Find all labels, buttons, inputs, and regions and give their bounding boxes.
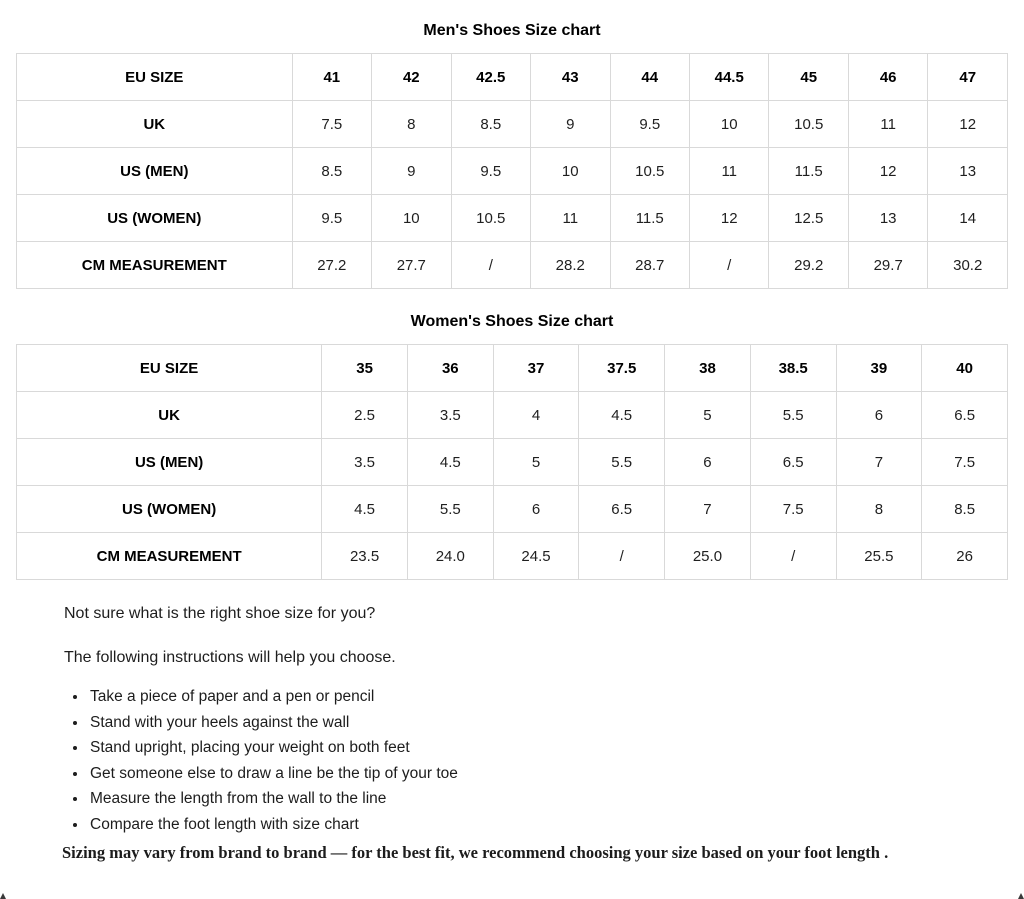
size-header-cell: 41 — [292, 54, 371, 101]
row-label: EU SIZE — [17, 54, 293, 101]
size-cell: 10 — [531, 148, 610, 195]
size-cell: 9 — [531, 101, 610, 148]
size-cell: 11 — [689, 148, 768, 195]
size-cell: 10 — [372, 195, 451, 242]
size-header-cell: 47 — [928, 54, 1008, 101]
size-header-cell: 36 — [407, 345, 493, 392]
size-cell: 6 — [836, 392, 922, 439]
table-row — [17, 533, 1008, 580]
size-header-cell: 45 — [769, 54, 848, 101]
size-cell: / — [689, 242, 768, 289]
list-item: • Stand with your heels against the wall — [88, 710, 992, 736]
size-cell: / — [579, 533, 665, 580]
size-header-cell: 46 — [848, 54, 927, 101]
size-cell: 6 — [665, 439, 751, 486]
table-row — [17, 439, 1008, 486]
size-cell: 12 — [689, 195, 768, 242]
size-cell: 2.5 — [322, 392, 408, 439]
table-row — [17, 345, 1008, 392]
sizing-disclaimer: Sizing may vary from brand to brand — for the best fit, we recommend choosing your size based on your foot length . — [62, 842, 889, 862]
size-cell: 13 — [928, 148, 1008, 195]
size-cell: 29.2 — [769, 242, 848, 289]
size-cell: 28.2 — [531, 242, 610, 289]
size-header-cell: 37.5 — [579, 345, 665, 392]
size-cell: 10 — [689, 101, 768, 148]
size-header-cell: 39 — [836, 345, 922, 392]
size-cell: 10.5 — [451, 195, 530, 242]
size-cell: 5.5 — [579, 439, 665, 486]
size-cell: 28.7 — [610, 242, 689, 289]
table-row — [17, 195, 1008, 242]
size-cell: 11.5 — [769, 148, 848, 195]
size-cell: 8.5 — [451, 101, 530, 148]
list-item: • Take a piece of paper and a pen or pencil — [88, 684, 992, 710]
size-cell: 11 — [531, 195, 610, 242]
size-cell: / — [451, 242, 530, 289]
size-header-cell: 44 — [610, 54, 689, 101]
mens-size-table — [16, 53, 1008, 289]
size-cell: 12.5 — [769, 195, 848, 242]
sizing-intro: The following instructions will help you choose. — [64, 649, 396, 666]
size-header-cell: 35 — [322, 345, 408, 392]
size-cell: 7.5 — [750, 486, 836, 533]
size-header-cell: 38 — [665, 345, 751, 392]
row-label: US (MEN) — [17, 439, 322, 486]
row-label: US (WOMEN) — [17, 195, 293, 242]
size-cell: 6.5 — [922, 392, 1008, 439]
size-header-cell: 37 — [493, 345, 579, 392]
womens-table-title: Women's Shoes Size chart — [410, 313, 614, 330]
size-cell: 25.5 — [836, 533, 922, 580]
size-header-cell: 42.5 — [451, 54, 530, 101]
list-item: • Get someone else to draw a line be the tip of your toe — [88, 761, 992, 787]
size-cell: 9.5 — [292, 195, 371, 242]
size-cell: 23.5 — [322, 533, 408, 580]
size-header-cell: 38.5 — [750, 345, 836, 392]
size-cell: / — [750, 533, 836, 580]
size-cell: 26 — [922, 533, 1008, 580]
size-cell: 5.5 — [407, 486, 493, 533]
size-cell: 8.5 — [292, 148, 371, 195]
size-cell: 8 — [836, 486, 922, 533]
table-row — [17, 486, 1008, 533]
size-cell: 4.5 — [407, 439, 493, 486]
size-cell: 7 — [665, 486, 751, 533]
size-cell: 5 — [665, 392, 751, 439]
size-cell: 13 — [848, 195, 927, 242]
size-cell: 3.5 — [407, 392, 493, 439]
size-cell: 7.5 — [922, 439, 1008, 486]
sizing-instructions — [16, 580, 1008, 838]
row-label: US (WOMEN) — [17, 486, 322, 533]
size-cell: 25.0 — [665, 533, 751, 580]
row-label: CM MEASUREMENT — [17, 242, 293, 289]
size-cell: 6.5 — [750, 439, 836, 486]
size-cell: 27.7 — [372, 242, 451, 289]
size-cell: 7.5 — [292, 101, 371, 148]
table-row — [17, 54, 1008, 101]
size-cell: 4.5 — [322, 486, 408, 533]
size-cell: 6 — [493, 486, 579, 533]
size-cell: 11 — [848, 101, 927, 148]
row-label: UK — [17, 392, 322, 439]
size-cell: 29.7 — [848, 242, 927, 289]
size-cell: 9.5 — [610, 101, 689, 148]
size-cell: 3.5 — [322, 439, 408, 486]
table-row — [17, 242, 1008, 289]
size-cell: 5.5 — [750, 392, 836, 439]
table-row — [17, 392, 1008, 439]
size-cell: 6.5 — [579, 486, 665, 533]
size-cell: 12 — [928, 101, 1008, 148]
size-cell: 14 — [928, 195, 1008, 242]
size-cell: 8.5 — [922, 486, 1008, 533]
mens-table-title: Men's Shoes Size chart — [423, 22, 601, 39]
size-header-cell: 44.5 — [689, 54, 768, 101]
list-item: • Measure the length from the wall to the line — [88, 786, 992, 812]
size-cell: 30.2 — [928, 242, 1008, 289]
size-header-cell: 43 — [531, 54, 610, 101]
size-cell: 9.5 — [451, 148, 530, 195]
cutoff-artifact-left — [0, 893, 6, 899]
size-cell: 27.2 — [292, 242, 371, 289]
list-item: • Stand upright, placing your weight on both feet — [88, 735, 992, 761]
row-label: EU SIZE — [17, 345, 322, 392]
womens-size-table — [16, 344, 1008, 580]
size-cell: 4 — [493, 392, 579, 439]
size-header-cell: 40 — [922, 345, 1008, 392]
size-cell: 10.5 — [769, 101, 848, 148]
size-cell: 11.5 — [610, 195, 689, 242]
sizing-question: Not sure what is the right shoe size for you? — [64, 605, 376, 622]
cutoff-artifact-right — [1018, 893, 1024, 899]
list-item: • Compare the foot length with size chart — [88, 812, 992, 838]
size-cell: 10.5 — [610, 148, 689, 195]
size-cell: 9 — [372, 148, 451, 195]
size-header-cell: 42 — [372, 54, 451, 101]
table-row — [17, 101, 1008, 148]
size-cell: 24.0 — [407, 533, 493, 580]
size-cell: 24.5 — [493, 533, 579, 580]
size-cell: 5 — [493, 439, 579, 486]
size-cell: 4.5 — [579, 392, 665, 439]
row-label: US (MEN) — [17, 148, 293, 195]
size-cell: 8 — [372, 101, 451, 148]
row-label: UK — [17, 101, 293, 148]
instruction-list — [64, 684, 992, 838]
row-label: CM MEASUREMENT — [17, 533, 322, 580]
size-cell: 12 — [848, 148, 927, 195]
table-row — [17, 148, 1008, 195]
size-cell: 7 — [836, 439, 922, 486]
